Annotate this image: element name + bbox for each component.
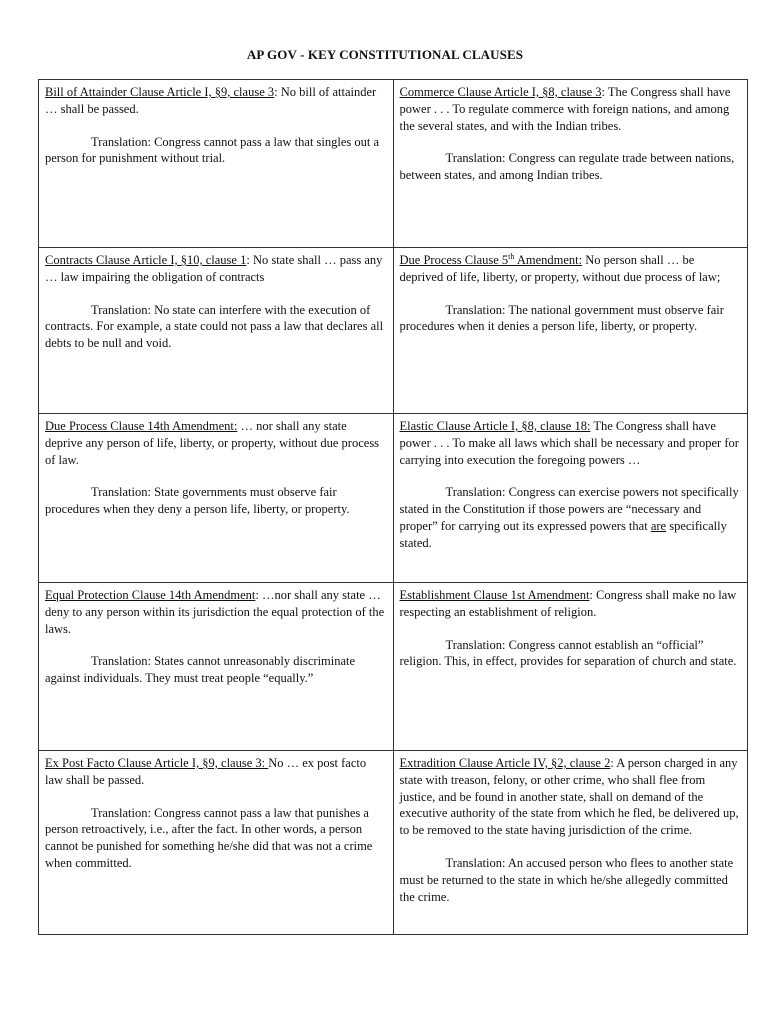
table-row [39, 414, 748, 583]
clause-translation: Translation: The national government must observe fair procedures when it denies a person life, liberty, or property. [399, 302, 724, 334]
clauses-table [38, 79, 748, 935]
clause-title: Establishment Clause 1st Amendment [399, 588, 590, 602]
clause-text: No … ex post facto law shall be passed. [45, 756, 367, 787]
clause-cell-commerce [393, 80, 748, 248]
clause-statement [45, 587, 387, 637]
clause-text: : A person charged in any state with treason, felony, or other crime, who shall flee from justice, and be found in another state, shall on demand of the executive authority of the state from which he fled, be delivered up, to be removed to the state having jurisdiction of the crime. [399, 756, 739, 838]
clause-statement [400, 84, 742, 134]
clause-text: : …nor shall any state … deny to any person within its jurisdiction the equal protection of the laws. [45, 588, 385, 636]
clause-cell-extradition [393, 751, 748, 935]
clause-title [400, 253, 583, 267]
clause-cell-bill-of-attainder [39, 80, 394, 248]
clause-title: Due Process Clause 14th Amendment: [45, 419, 238, 433]
clause-statement [400, 252, 742, 286]
clause-cell-elastic [393, 414, 748, 583]
clause-title: Extradition Clause Article IV, §2, clause 2 [399, 756, 611, 770]
clause-title: Ex Post Facto Clause Article I, §9, clause 3: [45, 756, 269, 770]
clause-title: Equal Protection Clause 14th Amendment [45, 588, 256, 602]
translation-text-end: specifically stated. [399, 518, 727, 550]
clause-statement [400, 755, 742, 839]
clause-translation: Translation: No state can interfere with the execution of contracts. For example, a state could not pass a law that declares all debts to be null and void. [45, 302, 384, 351]
page-title: AP GOV - KEY CONSTITUTIONAL CLAUSES [246, 47, 524, 62]
translation-text: Translation: Congress can exercise powers not specifically stated in the Constitution if those powers are “necessary and proper” for carrying out its expressed powers that [399, 485, 739, 533]
clause-title: Contracts Clause Article I, §10, clause 1 [45, 253, 247, 267]
clause-translation: Translation: Congress cannot establish an “official” religion. This, in effect, provides for separation of church and state. [399, 637, 737, 669]
clause-cell-contracts [39, 248, 394, 414]
clause-cell-equal-protection [39, 583, 394, 751]
clause-translation: Translation: Congress cannot pass a law that singles out a person for punishment without trial. [45, 134, 380, 166]
clause-translation [400, 484, 742, 551]
clause-text: : Congress shall make no law respecting an establishment of religion. [399, 588, 737, 619]
clause-translation: Translation: An accused person who flees to another state must be returned to the state in which he/she allegedly committed the crime. [399, 855, 734, 904]
table-row [39, 248, 748, 414]
clause-title: Commerce Clause Article I, §8, clause 3 [399, 85, 602, 99]
clause-text: : No bill of attainder … shall be passed. [45, 85, 377, 116]
clause-title-main: Due Process Clause 5 [399, 253, 509, 267]
clause-statement [45, 755, 387, 789]
clause-statement [45, 252, 387, 286]
underlined-word: are [650, 518, 667, 533]
clause-text: : No state shall … pass any … law impairing the obligation of contracts [45, 253, 383, 284]
clause-translation: Translation: State governments must observe fair procedures when they deny a person life, liberty, or property. [45, 485, 350, 517]
clause-cell-due-process-14th [39, 414, 394, 583]
table-row [39, 80, 748, 248]
clause-cell-ex-post-facto [39, 751, 394, 935]
clause-title: Bill of Attainder Clause Article I, §9, clause 3 [45, 85, 275, 99]
clause-title-end: Amendment: [514, 253, 583, 267]
clause-statement [45, 418, 387, 468]
clause-title: Elastic Clause Article I, §8, clause 18: [399, 419, 591, 433]
table-row [39, 751, 748, 935]
clause-statement [45, 84, 387, 118]
table-row [39, 583, 748, 751]
clause-statement [400, 418, 742, 468]
clause-translation: Translation: States cannot unreasonably discriminate against individuals. They must treat people “equally.” [45, 654, 356, 686]
clause-translation: Translation: Congress cannot pass a law that punishes a person retroactively, i.e., after the fact. In other words, a person cannot be punished for something he/she did that was not a crime when committed. [45, 805, 373, 870]
clause-text: … nor shall any state deprive any person of life, liberty, or property, without due process of law. [45, 419, 380, 467]
ordinal-suffix: th [508, 251, 515, 261]
clause-statement [400, 587, 742, 621]
clause-text: : The Congress shall have power . . . To regulate commerce with foreign nations, and among the several states, and with the Indian tribes. [399, 85, 731, 133]
clause-translation: Translation: Congress can regulate trade between nations, between states, and among Indian tribes. [399, 151, 735, 183]
clause-cell-establishment [393, 583, 748, 751]
clause-cell-due-process-5th [393, 248, 748, 414]
clause-text: The Congress shall have power . . . To make all laws which shall be necessary and proper for carrying into execution the foregoing powers … [399, 419, 739, 467]
clause-text: No person shall … be deprived of life, liberty, or property, without due process of law; [399, 253, 721, 284]
